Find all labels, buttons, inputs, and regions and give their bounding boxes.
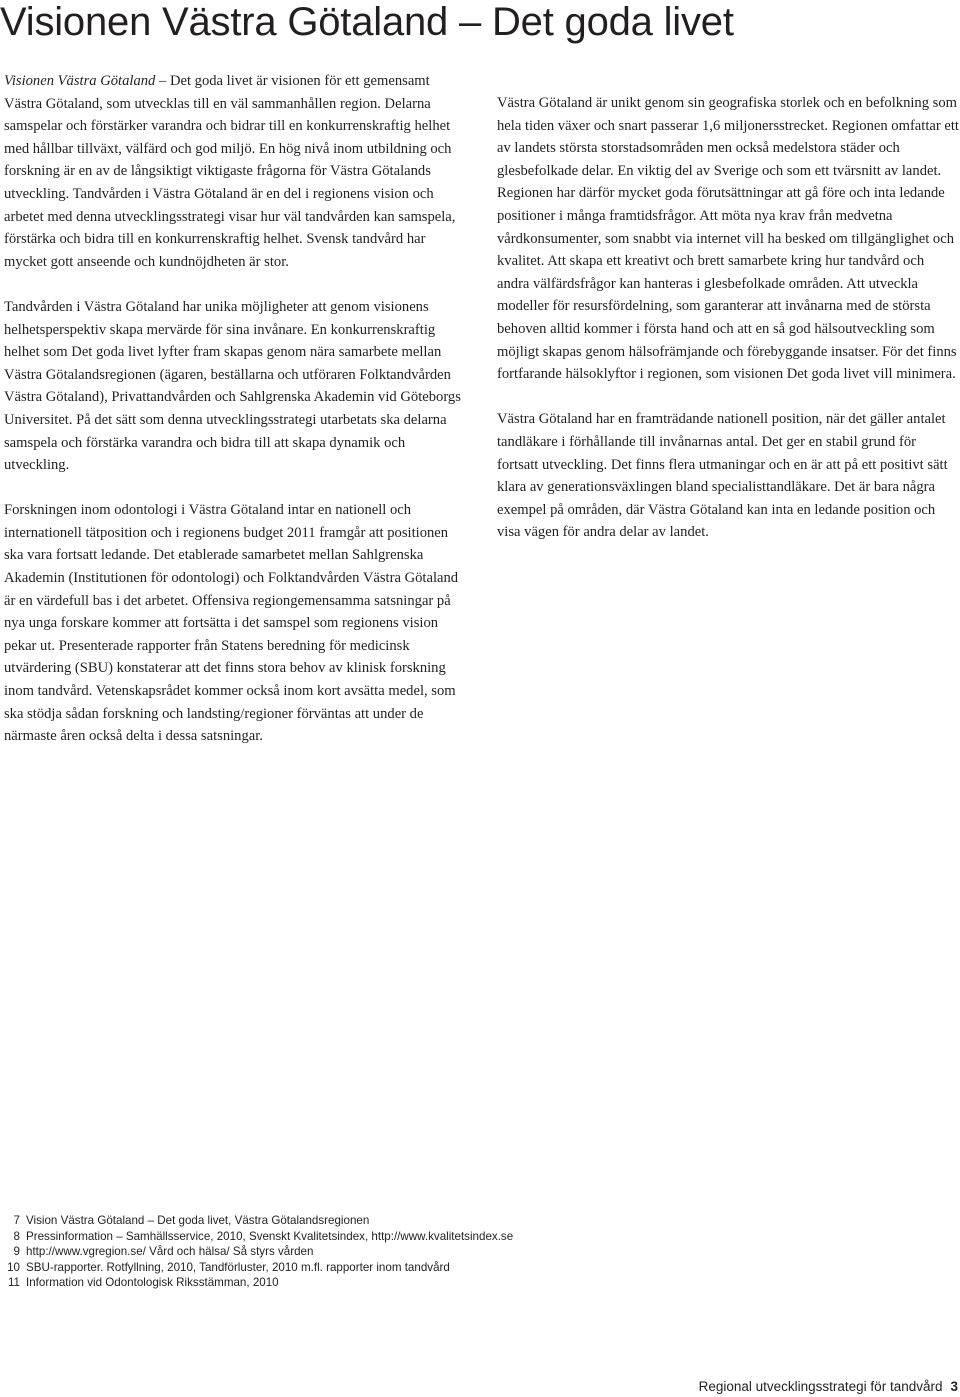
intro-paragraph-text: Det goda livet är visionen för ett gemensamt Västra Götaland, som utvecklas till en väl sammanhållen region. Delarna samspelar och förstärker varandra och bidrar till en konkurrenskraftig helhet med hållbar tillväxt, välfärd och god miljö. En hög nivå inom utbildning och forskning är en av de långsiktigt viktigaste frågorna för Västra Götalands utveckling. Tandvården i Västra Götaland är en del i regionens vision och arbetet med denna utvecklingsstrategi visar hur väl tandvården kan samspela, förstärka och bidra till en konkurrenskraftig helhet. Svensk tandvård har mycket gott anseende och kundnöjdheten är stor. xyxy=(4,73,456,270)
footer-document-title: Regional utvecklingsstrategi för tandvård xyxy=(698,1379,943,1394)
footnote xyxy=(0,1275,513,1291)
footnote-text: http://www.vgregion.se/ Vård och hälsa/ Så styrs vården xyxy=(26,1245,314,1259)
footnote xyxy=(0,1260,513,1276)
body-paragraph: Västra Götaland är unikt genom sin geografiska storlek och en befolkning som hela tiden växer och snart passerar 1,6 miljonersstrecket. Regionen omfattar ett av landets största storstadsområden men också medelstora städer och glesbefolkade delar. En viktig del av Sverige och som ett tvärsnitt av landet. Regionen har därför mycket goda förutsättningar att gå före och inta ledande positioner i många framtidsfrågor. Att möta nya krav från medvetna vårdkonsumenter, som snabbt via internet vill ha besked om tillgänglighet och kvalitet. Att skapa ett kreativt och brett samarbete kring hur tandvård och andra välfärdsfrågor kan hanteras i glesbefolkade områden. Att utveckla modeller för resursfördelning, som garanterar att invånarna med de största behoven alltid kommer i första hand och att en så god hälsoutveckling som möjligt skapas genom hälsofrämjande och förebyggande insatser. För det finns fortfarande hälsoklyftor i regionen, som visionen Det goda livet vill minimera. xyxy=(497,95,959,383)
page-number: 3 xyxy=(950,1379,958,1394)
body-paragraph: Västra Götaland har en framträdande nationell position, när det gäller antalet tandläkare i förhållande till invånarnas antal. Det ger en stabil grund för fortsatt utveckling. Det finns flera utmaningar och en är att på ett positivt sätt klara av generationsväxlingen bland specialisttandläkare. Det är bara några exempel på områden, där Västra Götaland kan inta en ledande position och visa vägen för andra delar av landet. xyxy=(497,411,948,541)
footnote-number: 11 xyxy=(7,1276,20,1290)
footnote-number: 10 xyxy=(7,1260,20,1274)
footnote-text: Vision Västra Götaland – Det goda livet, Västra Götalandsregionen xyxy=(26,1214,370,1227)
body-paragraph: Tandvården i Västra Götaland har unika möjligheter att genom visionens helhetsperspektiv skapa mervärde för sina invånare. En konkurrenskraftig helhet som Det goda livet lyfter fram skapas genom nära samarbete mellan Västra Götalandsregionen (ägaren, beställarna och utföraren Folktandvården Västra Götaland), Privattandvården och Sahlgrenska Akademin vid Göteborgs Universitet. På det sätt som denna utvecklingsstrategi utarbetats ska delarna samspela och förstärka varandra och bidra till att skapa dynamik och utveckling. xyxy=(4,298,461,474)
intro-paragraph xyxy=(4,70,466,273)
left-column xyxy=(4,70,466,748)
footnotes xyxy=(0,1213,513,1291)
body-paragraph: Forskningen inom odontologi i Västra Götaland intar en nationell och internationell tätposition och i regionens budget 2011 framgår att positionen ska vara fortsatt ledande. Det etablerade samarbetet mellan Sahlgrenska Akademin (Institutionen för odontologi) och Folktandvården Västra Götaland är en värdefull bas i det arbetet. Offensiva regiongemensamma satsningar på nya unga forskare kommer att fortsätta i det samspel som regionens vision pekar ut. Presenterade rapporter från Statens beredning för medicinsk utvärdering (SBU) konstaterar att det finns stora behov av klinisk forskning inom tandvård. Vetenskapsrådet kommer också inom kort avsätta medel, som ska stödja sådan forskning och landsting/regioner förväntas att under de närmaste åren också delta i dessa satsningar. xyxy=(4,502,459,745)
page-footer xyxy=(699,1378,958,1396)
footnote xyxy=(0,1213,513,1229)
vision-name-emphasis: Visionen Västra Götaland – xyxy=(4,73,167,89)
footnote-number: 7 xyxy=(13,1214,20,1227)
right-column xyxy=(497,92,959,544)
footnote xyxy=(0,1229,513,1245)
page-title: Visionen Västra Götaland – Det goda livet xyxy=(0,0,734,44)
footnote-number: 9 xyxy=(13,1245,20,1259)
footnote-text: SBU-rapporter. Rotfyllning, 2010, Tandförluster, 2010 m.fl. rapporter inom tandvård xyxy=(26,1260,450,1274)
footnote-text: Information vid Odontologisk Riksstämman, 2010 xyxy=(26,1276,279,1290)
footnote-number: 8 xyxy=(13,1229,20,1243)
footnote-text: Pressinformation – Samhällsservice, 2010, Svenskt Kvalitetsindex, http://www.kvalitetsindex.se xyxy=(26,1229,514,1243)
footnote xyxy=(0,1244,513,1260)
